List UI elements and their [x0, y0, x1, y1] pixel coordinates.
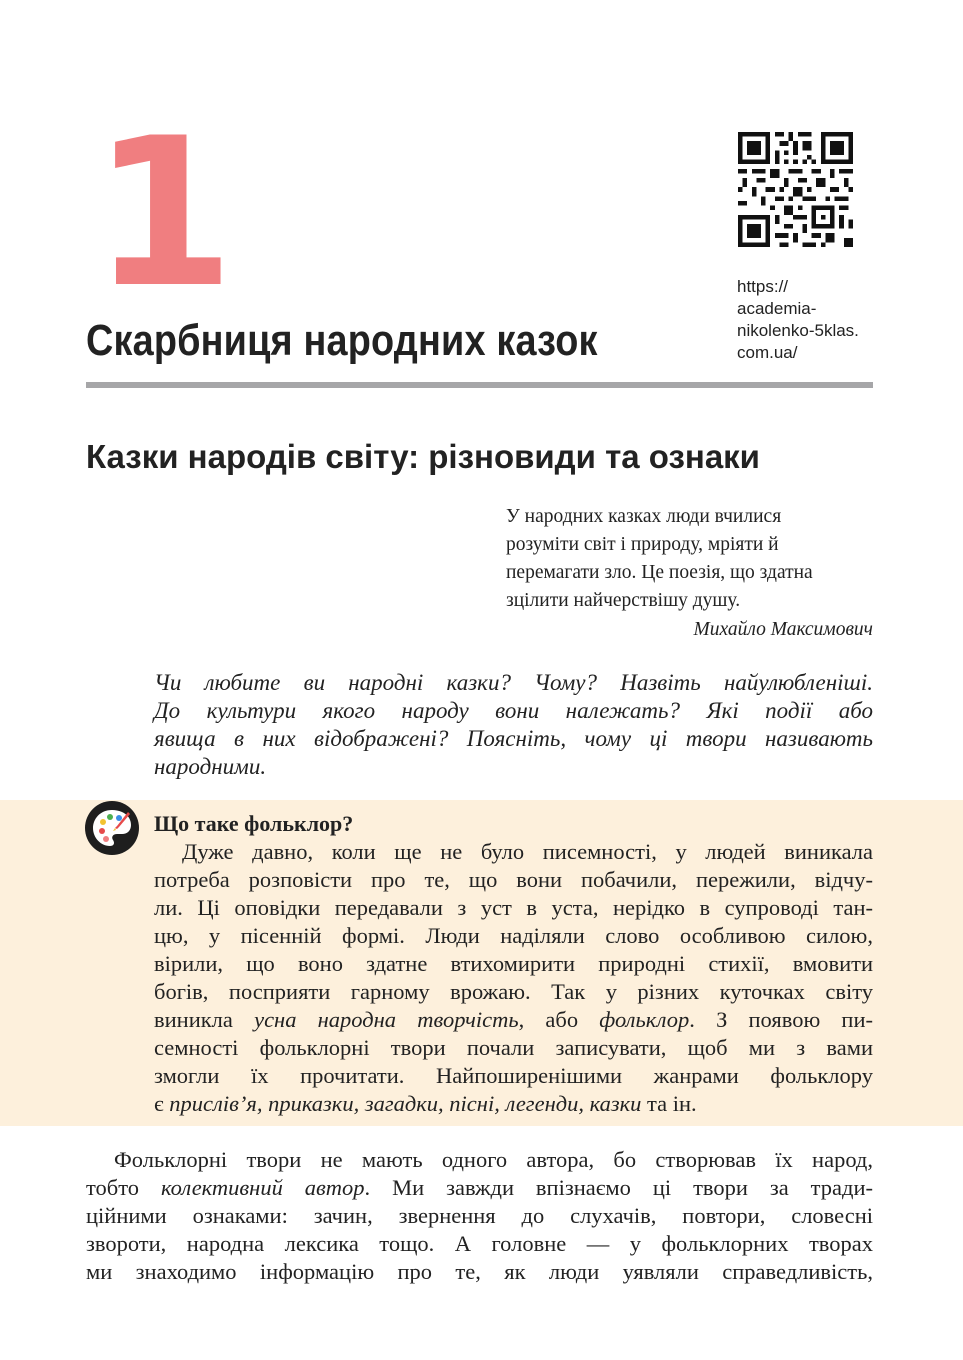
- term-folklore: фольклор: [599, 1007, 690, 1032]
- qr-url-line: nikolenko-5klas.: [737, 321, 859, 340]
- question-line: народними.: [154, 754, 267, 779]
- info-text-run: є: [154, 1091, 170, 1116]
- info-text-run: . З появою пи-: [689, 1007, 873, 1032]
- info-text-run: та ін.: [641, 1091, 697, 1116]
- qr-url-line: https://: [737, 277, 789, 296]
- info-text-run: , або: [518, 1007, 600, 1032]
- info-line: ли. Ці оповідки передавали з уст в уста, нерідко в супроводі тан-: [154, 895, 873, 920]
- qr-url[interactable]: [737, 276, 877, 364]
- chapter-title: Скарбниця народних казок: [86, 316, 598, 365]
- epigraph-line: У народних казках люди вчилися: [506, 506, 782, 527]
- genre-list: прислів’я, приказки, загадки, пісні, легенди, казки: [169, 1091, 642, 1116]
- info-line: богів, посприяти гарному врожаю. Так у різних куточках світу: [154, 979, 873, 1004]
- epigraph-line: зцілити найчерствішу душу.: [506, 590, 741, 611]
- info-text-run: виникла: [154, 1007, 255, 1032]
- body-line: [86, 1174, 873, 1202]
- epigraph-line: розуміти світ і природу, мріяти й: [506, 534, 779, 555]
- info-line: змогли їх прочитати. Найпоширенішими жанрами фольклору: [154, 1063, 873, 1088]
- epigraph-author: Михайло Максимович: [693, 619, 873, 640]
- info-line: [154, 1006, 873, 1034]
- info-line: потреба розповісти про те, що вони побачили, пережили, відчу-: [154, 867, 873, 892]
- section-title: Казки народів світу: різновиди та ознаки: [86, 438, 760, 475]
- body-paragraph: [86, 1146, 873, 1286]
- qr-code-icon[interactable]: [738, 132, 853, 247]
- term-collective-author: колективний автор: [160, 1175, 365, 1200]
- info-heading: Що таке фольклор?: [154, 811, 354, 836]
- body-text-run: тобто: [86, 1175, 161, 1200]
- qr-url-line: academia-: [737, 299, 817, 318]
- info-line: цю, у пісенній формі. Люди наділяли слово особливою силою,: [154, 923, 873, 948]
- body-line: звороти, народна лексика тощо. А головне — у фольклорних творах: [86, 1231, 873, 1256]
- epigraph-line: перемагати зло. Це поезія, що здатна: [506, 562, 813, 583]
- info-line: семності фольклорні твори почали записувати, щоб ми з вами: [154, 1035, 873, 1060]
- body-text-run: . Ми завжди впізнаємо ці твори за тради-: [364, 1175, 873, 1200]
- palette-icon: [84, 800, 140, 856]
- term-oral-folk-art: усна народна творчість: [254, 1007, 519, 1032]
- question-line: До культури якого народу вони належать? Які події або: [154, 698, 873, 723]
- chapter-divider: [86, 382, 873, 388]
- qr-url-line: com.ua/: [737, 343, 798, 362]
- question-line: Чи любите ви народні казки? Чому? Назвіть найулюбленіші.: [154, 670, 873, 695]
- info-line: Дуже давно, коли ще не було писемності, у людей виникала: [182, 839, 873, 864]
- info-line: вірили, що воно здатне втихомирити природні стихії, вмовити: [154, 951, 873, 976]
- body-line: Фольклорні твори не мають одного автора, бо створював їх народ,: [114, 1147, 873, 1172]
- epigraph: [506, 503, 876, 615]
- info-line: [154, 1090, 873, 1118]
- chapter-number: 1: [92, 95, 235, 333]
- info-text: [154, 838, 873, 1118]
- question-line: явища в них відображені? Поясніть, чому ці твори називають: [154, 726, 873, 751]
- body-line: ми знаходимо інформацію про те, як люди уявляли справедливість,: [86, 1259, 873, 1284]
- body-line: ційними ознаками: зачин, звернення до слухачів, повтори, словесні: [86, 1203, 873, 1228]
- questions: [154, 669, 873, 781]
